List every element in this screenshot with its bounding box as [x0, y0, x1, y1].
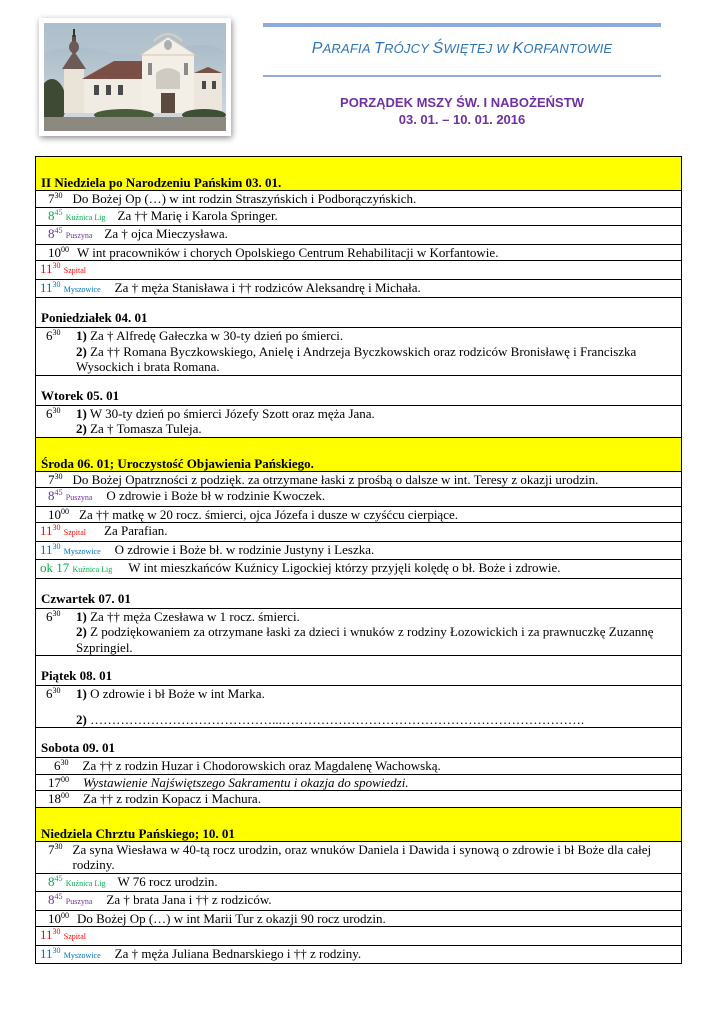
mass-time: $11^{30}$ Myszowice	[40, 945, 101, 961]
mass-time: $8^{45}$ Puszyna	[48, 226, 93, 241]
mass-time: $7^{30}$	[48, 841, 63, 857]
mass-intention: Za †† z rodzin Huzar i Chodorowskich oraz Magdalenę Wachowską.	[82, 758, 441, 773]
mass-time: $10^{00}$	[48, 506, 69, 522]
mass-location: Puszyna	[65, 231, 93, 240]
mass-row	[36, 946, 681, 964]
mass-row	[36, 328, 681, 376]
mass-time: $8^{45}$ Kuźnica Lig	[48, 207, 106, 223]
mass-row	[36, 507, 681, 524]
mass-intention: Za † męża Juliana Bednarskiego i †† z rodziny.	[114, 945, 362, 961]
mass-intention: Za †† Marię i Karola Springer.	[117, 207, 278, 223]
mass-row	[36, 560, 681, 579]
mass-time: $8^{45}$ Puszyna	[48, 488, 93, 503]
day-heading: Poniedziałek 04. 01	[36, 298, 681, 328]
mass-location: Szpital	[63, 932, 86, 941]
mass-intention: Do Bożej Op (…) w int rodzin Straszyńskich i Podborączyńskich.	[72, 191, 417, 206]
mass-time: ok 17 Kuźnica Lig	[40, 560, 113, 575]
mass-intention: Wystawienie Najświętszego Sakramentu i okazja do spowiedzi.	[83, 774, 409, 790]
mass-row	[36, 280, 681, 299]
mass-row	[36, 208, 681, 227]
mass-row	[36, 758, 681, 775]
mass-intention: Za syna Wiesława w 40-tą rocz urodzin, oraz wnuków Daniela i Dawida i synową o zdrowie i bł Boże dla całej rodziny.	[72, 841, 652, 872]
mass-row	[36, 523, 681, 542]
mass-intention: Do Bożej Op (…) w int Marii Tur z okazji 90 rocz urodzin.	[77, 910, 386, 926]
parish-title-letter-k: K	[512, 40, 524, 57]
mass-time: $7^{30}$	[48, 471, 63, 487]
day-heading: Wtorek 05. 01	[36, 376, 681, 406]
mass-intention: Za †† z rodzin Kopacz i Machura.	[83, 791, 261, 806]
mass-location: Puszyna	[65, 897, 93, 906]
schedule-dates: 03. 01. – 10. 01. 2016	[398, 112, 526, 127]
mass-location: Myszowice	[63, 284, 101, 294]
parish-title-letter-p: P	[311, 40, 323, 57]
mass-time: $10^{00}$	[48, 910, 69, 926]
mass-intentions: 1) O zdrowie i bł Boże w int Marka. 2) ……………………………………...…………………………………………………………….	[76, 686, 585, 727]
mass-row	[36, 226, 681, 245]
mass-intention: Za † ojca Mieczysława.	[104, 226, 228, 241]
mass-intention: Za † brata Jana i †† z rodziców.	[106, 892, 272, 907]
mass-time: $6^{30}$	[46, 608, 61, 624]
mass-intention: W int mieszkańców Kuźnicy Ligockiej którzy przyjęli kolędę o bł. Boże i zdrowie.	[128, 560, 561, 575]
day-heading: Piątek 08. 01	[36, 656, 681, 686]
mass-row	[36, 406, 681, 438]
mass-row	[36, 874, 681, 893]
header-rule-top	[263, 23, 661, 27]
mass-time: $11^{30}$ Szpital	[40, 261, 86, 276]
mass-location: Szpital	[63, 528, 86, 537]
mass-location: Myszowice	[63, 950, 101, 960]
day-heading: Środa 06. 01; Uroczystość Objawienia Pańskiego.	[36, 438, 681, 472]
mass-location: Kuźnica Lig	[65, 212, 106, 222]
mass-row	[36, 791, 681, 808]
church-photo	[44, 23, 226, 131]
day-heading: II Niedziela po Narodzeniu Pańskim 03. 01.	[36, 157, 681, 191]
mass-row	[36, 472, 681, 489]
mass-time: $8^{45}$ Puszyna	[48, 892, 93, 907]
mass-location: Kuźnica Lig	[65, 878, 106, 888]
mass-row	[36, 892, 681, 911]
mass-time: $8^{45}$ Kuźnica Lig	[48, 873, 106, 889]
mass-row	[36, 686, 681, 728]
mass-row	[36, 911, 681, 928]
mass-time: $6^{30}$	[54, 758, 69, 773]
mass-row	[36, 191, 681, 208]
mass-row	[36, 245, 681, 262]
header-rule-bottom	[263, 75, 661, 77]
mass-time: $6^{30}$	[46, 328, 61, 343]
mass-row	[36, 842, 681, 874]
mass-intentions: 1) Za †† męża Czesława w 1 rocz. śmierci. 2) Z podziękowaniem za otrzymane łaski za dzieci i wnuków z rodziny Łozowickich i za prawnuczkę Zuzannę Szpringiel.	[76, 608, 654, 655]
parish-title-letter-s: Ś	[432, 40, 444, 57]
mass-intention: Za †† matkę w 20 rocz. śmierci, ojca Józefa i dusze w czyśćcu cierpiące.	[79, 506, 458, 522]
mass-intention: Do Bożej Opatrzności z podzięk. za otrzymane łaski z prośbą o dalsze w int. Teresy z okazji urodzin.	[72, 471, 599, 487]
parish-title-part: ORFANTOWIE	[523, 41, 613, 56]
parish-title	[263, 40, 661, 58]
parish-title-part: ARAFIA	[322, 41, 375, 56]
day-heading: Czwartek 07. 01	[36, 579, 681, 609]
mass-time: $11^{30}$ Szpital	[40, 523, 86, 538]
mass-intention: Za Parafian.	[104, 523, 168, 538]
day-heading: Niedziela Chrztu Pańskiego; 10. 01	[36, 808, 681, 842]
mass-time: $17^{00}$	[48, 774, 69, 790]
mass-row	[36, 542, 681, 561]
church-photo-frame	[39, 18, 231, 136]
parish-title-letter-t: T	[374, 40, 385, 57]
parish-title-part: RÓJCY	[384, 41, 433, 56]
mass-time: $7^{30}$	[48, 191, 63, 206]
mass-time: $6^{30}$	[46, 686, 61, 701]
mass-row	[36, 488, 681, 507]
day-heading: Sobota 09. 01	[36, 728, 681, 758]
mass-location: Puszyna	[65, 493, 93, 502]
mass-row	[36, 261, 681, 280]
mass-time: $11^{30}$ Myszowice	[40, 541, 101, 557]
mass-row	[36, 927, 681, 946]
schedule-table	[35, 156, 682, 964]
mass-row	[36, 775, 681, 792]
mass-intentions: 1) W 30-ty dzień po śmierci Józefy Szott oraz męża Jana. 2) Za † Tomasza Tuleja.	[76, 405, 375, 436]
mass-intention: O zdrowie i Boże bł. w rodzinie Justyny i Leszka.	[114, 541, 375, 557]
mass-intentions: 1) Za † Alfredę Gałeczka w 30-ty dzień po śmierci. 2) Za †† Romana Byczkowskiego, Anielę i Andrzeja Byczkowskich oraz rodziców Bronisławę i Franciszka Wysockich i brata Romana.	[76, 328, 637, 374]
mass-intention: O zdrowie i Boże bł w rodzinie Kwoczek.	[106, 488, 326, 503]
mass-intention: W int pracowników i chorych Opolskiego Centrum Rehabilitacji w Korfantowie.	[77, 244, 499, 260]
mass-row	[36, 609, 681, 657]
mass-intention: Za † męża Stanisława i †† rodziców Aleksandrę i Michała.	[114, 279, 421, 295]
mass-time: $11^{30}$ Myszowice	[40, 279, 101, 295]
mass-time: $10^{00}$	[48, 244, 69, 260]
schedule-title: PORZĄDEK MSZY ŚW. I NABOŻEŃSTW	[340, 95, 584, 110]
mass-time: $6^{30}$	[46, 405, 61, 421]
mass-time: $11^{30}$ Szpital	[40, 927, 86, 942]
mass-time: $18^{00}$	[48, 791, 69, 806]
mass-location: Szpital	[63, 266, 86, 275]
parish-title-part: WIĘTEJ W	[443, 41, 513, 56]
mass-location: Kuźnica Lig	[72, 565, 113, 574]
mass-intention: W 76 rocz urodzin.	[117, 873, 218, 889]
mass-location: Myszowice	[63, 546, 101, 556]
